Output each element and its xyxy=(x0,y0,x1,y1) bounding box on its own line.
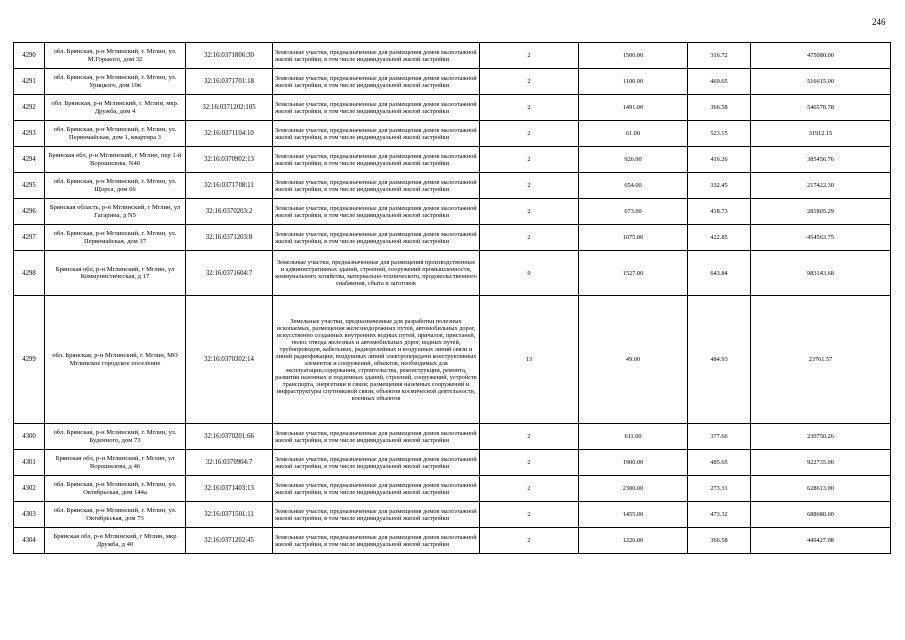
land-use-cell: Земельные участки, предназначенные для размещения домов малоэтажной жилой застройки, в том числе индивидуальной жилой застройки xyxy=(273,69,480,95)
area-cell: 611.00 xyxy=(579,424,688,450)
use-group-cell: 2 xyxy=(480,450,579,476)
row-number: 4292 xyxy=(14,95,45,121)
cadastral-value-cell: 454563.75 xyxy=(751,225,891,251)
address-cell: обл. Брянская, р-н Мглинский, г. Мглин, мкр. Дружба, дом 4 xyxy=(45,95,186,121)
cadastral-value-cell: 983143.68 xyxy=(751,251,891,296)
use-group-cell: 2 xyxy=(480,147,579,173)
area-cell: 1527.00 xyxy=(579,251,688,296)
land-use-cell: Земельные участки, предназначенные для размещения производственных и административных зданий, строений, сооружений промышленности, коммунального хозяйства, материально-технического, продовольственного снабжения, сбыта и заготовок xyxy=(273,251,480,296)
cadastral-number-cell: 32:16:0371501:11 xyxy=(186,502,273,528)
cadastral-number-cell: 32:16:0371604:7 xyxy=(186,251,273,296)
row-number: 4295 xyxy=(14,173,45,199)
cadastral-value-cell: 688680.60 xyxy=(751,502,891,528)
cadastral-value-cell: 449427.08 xyxy=(751,528,891,554)
page-number: 246 xyxy=(872,17,886,27)
cadastral-number-cell: 32:16:0371403:13 xyxy=(186,476,273,502)
use-group-cell: 9 xyxy=(480,251,579,296)
table-row xyxy=(14,43,891,69)
cadastral-number-cell: 32:16:0371806:30 xyxy=(186,43,273,69)
table-row xyxy=(14,528,891,554)
cadastral-number-cell: 32:16:0370203:2 xyxy=(186,199,273,225)
specific-value-cell: 377.66 xyxy=(688,424,751,450)
row-number: 4293 xyxy=(14,121,45,147)
cadastral-value-cell: 546570.78 xyxy=(751,95,891,121)
cadastral-number-cell: 32:16:0370902:13 xyxy=(186,147,273,173)
address-cell: Брянская обл, р-н Мглинский, г Мглин, ул Ворошилова, д 46 xyxy=(45,450,186,476)
area-cell: 673.00 xyxy=(579,199,688,225)
table-row xyxy=(14,199,891,225)
row-number: 4296 xyxy=(14,199,45,225)
row-number: 4298 xyxy=(14,251,45,296)
use-group-cell: 2 xyxy=(480,502,579,528)
cadastral-value-cell: 217422.30 xyxy=(751,173,891,199)
table-row xyxy=(14,251,891,296)
use-group-cell: 2 xyxy=(480,95,579,121)
use-group-cell: 2 xyxy=(480,424,579,450)
specific-value-cell: 366.58 xyxy=(688,528,751,554)
cadastral-value-cell: 31912.15 xyxy=(751,121,891,147)
row-number: 4294 xyxy=(14,147,45,173)
land-use-cell: Земельные участки, предназначенные для размещения домов малоэтажной жилой застройки, в том числе индивидуальной жилой застройки xyxy=(273,476,480,502)
specific-value-cell: 416.26 xyxy=(688,147,751,173)
land-use-cell: Земельные участки, предназначенные для размещения домов малоэтажной жилой застройки, в том числе индивидуальной жилой застройки xyxy=(273,502,480,528)
area-cell: 2300.00 xyxy=(579,476,688,502)
cadastral-number-cell: 32:16:0371104:10 xyxy=(186,121,273,147)
specific-value-cell: 484.93 xyxy=(688,296,751,424)
land-use-cell: Земельные участки, предназначенные для размещения домов малоэтажной жилой застройки, в том числе индивидуальной жилой застройки xyxy=(273,424,480,450)
use-group-cell: 2 xyxy=(480,199,579,225)
cadastral-number-cell: 32:16:0370201:66 xyxy=(186,424,273,450)
row-number: 4297 xyxy=(14,225,45,251)
use-group-cell: 2 xyxy=(480,43,579,69)
table-row xyxy=(14,147,891,173)
land-use-cell: Земельные участки, предназначенные для размещения домов малоэтажной жилой застройки, в том числе индивидуальной жилой застройки xyxy=(273,173,480,199)
area-cell: 1455.00 xyxy=(579,502,688,528)
cadastral-number-cell: 32:16:0371203:8 xyxy=(186,225,273,251)
address-cell: обл. Брянская, р-н Мглинский, г. Мглин, ул. Первомайская, дом 37 xyxy=(45,225,186,251)
use-group-cell: 2 xyxy=(480,476,579,502)
use-group-cell: 2 xyxy=(480,69,579,95)
use-group-cell: 2 xyxy=(480,173,579,199)
specific-value-cell: 273.31 xyxy=(688,476,751,502)
area-cell: 61.00 xyxy=(579,121,688,147)
table-row xyxy=(14,95,891,121)
specific-value-cell: 473.32 xyxy=(688,502,751,528)
address-cell: обл. Брянская, р-н Мглинский, г. Мглин, ул. Буденного, дом 73 xyxy=(45,424,186,450)
table-row xyxy=(14,476,891,502)
land-use-cell: Земельные участки, предназначенные для размещения домов малоэтажной жилой застройки, в том числе индивидуальной жилой застройки xyxy=(273,95,480,121)
cadastral-value-cell: 516615.00 xyxy=(751,69,891,95)
land-use-cell: Земельные участки, предназначенные для размещения домов малоэтажной жилой застройки, в том числе индивидуальной жилой застройки xyxy=(273,121,480,147)
table-row xyxy=(14,424,891,450)
use-group-cell: 2 xyxy=(480,225,579,251)
cadastral-number-cell: 32:16:0371701:18 xyxy=(186,69,273,95)
specific-value-cell: 469.65 xyxy=(688,69,751,95)
address-cell: обл. Брянская, р-н Мглинский, г. Мглин, ул. М.Горького, дом 32 xyxy=(45,43,186,69)
table-row xyxy=(14,450,891,476)
use-group-cell: 2 xyxy=(480,528,579,554)
cadastral-value-cell: 922735.00 xyxy=(751,450,891,476)
land-use-cell: Земельные участки, предназначенные для размещения домов малоэтажной жилой застройки, в том числе индивидуальной жилой застройки xyxy=(273,225,480,251)
use-group-cell: 13 xyxy=(480,296,579,424)
land-use-cell: Земельные участки, предназначенные для размещения домов малоэтажной жилой застройки, в том числе индивидуальной жилой застройки xyxy=(273,528,480,554)
cadastral-value-cell: 385456.76 xyxy=(751,147,891,173)
row-number: 4303 xyxy=(14,502,45,528)
area-cell: 49.00 xyxy=(579,296,688,424)
area-cell: 1226.00 xyxy=(579,528,688,554)
cadastral-number-cell: 32:16:0371202:45 xyxy=(186,528,273,554)
specific-value-cell: 485.65 xyxy=(688,450,751,476)
address-cell: обл. Брянская, р-н Мглинский, г. Мглин, ул. Октябрьская, дом 73 xyxy=(45,502,186,528)
land-use-cell: Земельные участки, предназначенные для размещения домов малоэтажной жилой застройки, в том числе индивидуальной жилой застройки xyxy=(273,43,480,69)
use-group-cell: 2 xyxy=(480,121,579,147)
land-use-cell: Земельные участки, предназначенные для размещения домов малоэтажной жилой застройки, в том числе индивидуальной жилой застройки xyxy=(273,450,480,476)
specific-value-cell: 366.58 xyxy=(688,95,751,121)
table-row xyxy=(14,173,891,199)
specific-value-cell: 332.45 xyxy=(688,173,751,199)
cadastral-value-cell: 23761.57 xyxy=(751,296,891,424)
cadastral-number-cell: 32:16:0371708:11 xyxy=(186,173,273,199)
area-cell: 1900.00 xyxy=(579,450,688,476)
row-number: 4302 xyxy=(14,476,45,502)
row-number: 4299 xyxy=(14,296,45,424)
specific-value-cell: 418.73 xyxy=(688,199,751,225)
table-row xyxy=(14,69,891,95)
row-number: 4300 xyxy=(14,424,45,450)
cadastral-value-cell: 230750.26 xyxy=(751,424,891,450)
address-cell: Брянская область, р-н Мглинский, г Мглин, ул Гагарина, д N5 xyxy=(45,199,186,225)
table-row xyxy=(14,225,891,251)
address-cell: обл. Брянская, р-н Мглинский, г. Мглин, ул. Урицкого, дом 10в xyxy=(45,69,186,95)
address-cell: Брянская обл, р-н Мглинский, г Мглин, мкр Дружба, д 40 xyxy=(45,528,186,554)
cadastral-number-cell: 32:16:0370904:7 xyxy=(186,450,273,476)
land-use-cell: Земельные участки, предназначенные для разработки полезных ископаемых, размещения железнодорожных путей, автомобильных дорог, искусственно созданных внутренних водных путей, причалов, пристаней, полос отвода железных и автомобильных дорог, водных путей, трубопроводов, кабельных, радиорелейных и воздушных линий связи и линий радиофикации, воздушных линий электропередачи конструктивных элементов и сооружений, объектов, необходимых для эксплуатации,содержания, строительства, реконструкции, ремонта, развития наземных и подземных зданий, строений, сооружений, устройств транспорта, энергетики и связи; размещения наземных сооружений и инфраструктуры спутниковой связи, объектов космической деятельности, военных объектов xyxy=(273,296,480,424)
row-number: 4291 xyxy=(14,69,45,95)
address-cell: Брянская обл, р-н Мглинский, г Мглин, пер 1-й Ворошилова, N40 xyxy=(45,147,186,173)
table-row xyxy=(14,502,891,528)
cadastral-value-cell: 475080.00 xyxy=(751,43,891,69)
row-number: 4304 xyxy=(14,528,45,554)
table-row xyxy=(14,121,891,147)
cadastral-number-cell: 32:16:0371202:105 xyxy=(186,95,273,121)
specific-value-cell: 422.85 xyxy=(688,225,751,251)
area-cell: 1075.00 xyxy=(579,225,688,251)
address-cell: обл. Брянская, р-н Мглинский, г. Мглин, МО Мглинское городское поселение xyxy=(45,296,186,424)
table-row xyxy=(14,296,891,424)
area-cell: 1491.00 xyxy=(579,95,688,121)
land-use-cell: Земельные участки, предназначенные для размещения домов малоэтажной жилой застройки, в том числе индивидуальной жилой застройки xyxy=(273,199,480,225)
area-cell: 654.00 xyxy=(579,173,688,199)
address-cell: Брянская обл, р-н Мглинский, г Мглин, ул Коммунистическая, д 17 xyxy=(45,251,186,296)
cadastral-value-cell: 628613.00 xyxy=(751,476,891,502)
address-cell: обл. Брянская, р-н Мглинский, г. Мглин, ул. Первомайская, дом 1, квартира 3 xyxy=(45,121,186,147)
area-cell: 1500.00 xyxy=(579,43,688,69)
cadastral-value-table xyxy=(13,42,891,554)
land-use-cell: Земельные участки, предназначенные для размещения домов малоэтажной жилой застройки, в том числе индивидуальной жилой застройки xyxy=(273,147,480,173)
cadastral-number-cell: 32:16:0370302:14 xyxy=(186,296,273,424)
address-cell: обл. Брянская, р-н Мглинский, г. Мглин, ул. Щорса, дом 66 xyxy=(45,173,186,199)
specific-value-cell: 643.84 xyxy=(688,251,751,296)
address-cell: обл. Брянская, р-н Мглинский, г. Мглин, ул. Октябрьская, дом 144а xyxy=(45,476,186,502)
area-cell: 926.00 xyxy=(579,147,688,173)
row-number: 4290 xyxy=(14,43,45,69)
area-cell: 1100.00 xyxy=(579,69,688,95)
row-number: 4301 xyxy=(14,450,45,476)
cadastral-value-cell: 281805.29 xyxy=(751,199,891,225)
specific-value-cell: 523.15 xyxy=(688,121,751,147)
specific-value-cell: 316.72 xyxy=(688,43,751,69)
